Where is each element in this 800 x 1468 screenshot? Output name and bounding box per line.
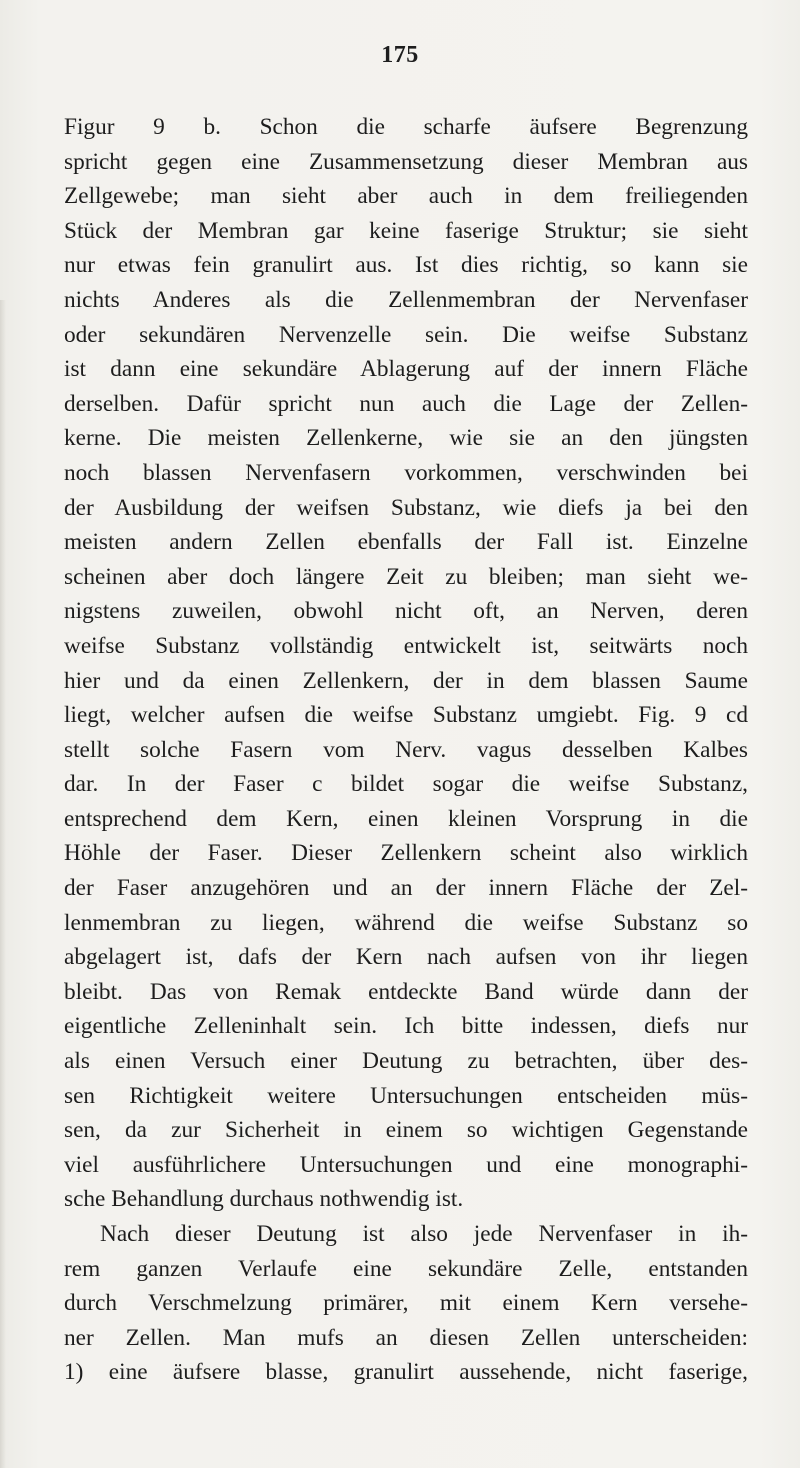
text-line: nichts Anderes als die Zellenmembran der Nervenfaser <box>64 286 748 313</box>
text-line: sen Richtigkeit weitere Untersuchungen entscheiden müs- <box>64 1082 748 1109</box>
page-edge-shadow <box>0 300 6 1468</box>
text-line: dar. In der Faser c bildet sogar die weifse Substanz, <box>64 771 748 798</box>
text-line: ist dann eine sekundäre Ablagerung auf der innern Fläche <box>64 356 748 383</box>
text-line: kerne. Die meisten Zellenkerne, wie sie an den jüngsten <box>64 425 748 452</box>
text-line: scheinen aber doch längere Zeit zu bleiben; man sieht we- <box>64 563 748 590</box>
text-line: abgelagert ist, dafs der Kern nach aufsen von ihr liegen <box>64 944 748 971</box>
text-line: spricht gegen eine Zusammensetzung dieser Membran aus <box>64 148 748 175</box>
text-line: entsprechend dem Kern, einen kleinen Vorsprung in die <box>64 805 748 832</box>
text-line: viel ausführlichere Untersuchungen und eine monographi- <box>64 1151 748 1178</box>
text-line: hier und da einen Zellenkern, der in dem blassen Saume <box>64 667 748 694</box>
text-line: eigentliche Zelleninhalt sein. Ich bitte indessen, diefs nur <box>64 1013 748 1040</box>
page-number: 175 <box>381 42 419 68</box>
text-line: oder sekundären Nervenzelle sein. Die weifse Substanz <box>64 321 748 348</box>
body-text <box>64 110 748 1390</box>
text-line: 1) eine äufsere blasse, granulirt aussehende, nicht faserige, <box>64 1359 748 1386</box>
text-line: der Faser anzugehören und an der innern Fläche der Zel- <box>64 875 748 902</box>
text-line: Höhle der Faser. Dieser Zellenkern scheint also wirklich <box>64 840 748 867</box>
text-line: Nach dieser Deutung ist also jede Nervenfaser in ih- <box>100 1221 748 1247</box>
text-line: lenmembran zu liegen, während die weifse Substanz so <box>64 909 748 936</box>
text-line: sen, da zur Sicherheit in einem so wichtigen Gegenstande <box>64 1117 748 1144</box>
text-line: sche Behandlung durchaus nothwendig ist. <box>64 1186 464 1213</box>
text-line: Stück der Membran gar keine faserige Struktur; sie sieht <box>64 217 748 244</box>
text-line: rem ganzen Verlaufe eine sekundäre Zelle, entstanden <box>64 1255 748 1282</box>
text-line: als einen Versuch einer Deutung zu betrachten, über des- <box>64 1048 748 1075</box>
text-line: meisten andern Zellen ebenfalls der Fall ist. Einzelne <box>64 529 748 556</box>
text-line: der Ausbildung der weifsen Substanz, wie diefs ja bei den <box>64 494 748 521</box>
text-line: durch Verschmelzung primärer, mit einem Kern versehe- <box>64 1290 748 1317</box>
text-line: Zellgewebe; man sieht aber auch in dem freiliegenden <box>64 183 748 210</box>
text-line: stellt solche Fasern vom Nerv. vagus desselben Kalbes <box>64 736 748 763</box>
text-line: ner Zellen. Man mufs an diesen Zellen unterscheiden: <box>64 1324 748 1351</box>
text-line: Figur 9 b. Schon die scharfe äufsere Begrenzung <box>64 114 748 140</box>
text-line: liegt, welcher aufsen die weifse Substanz umgiebt. Fig. 9 cd <box>64 702 748 729</box>
text-line: derselben. Dafür spricht nun auch die Lage der Zellen- <box>64 390 748 417</box>
text-line: nigstens zuweilen, obwohl nicht oft, an Nerven, deren <box>64 598 748 625</box>
text-line: weifse Substanz vollständig entwickelt ist, seitwärts noch <box>64 632 748 659</box>
text-line: bleibt. Das von Remak entdeckte Band würde dann der <box>64 978 748 1005</box>
text-line: nur etwas fein granulirt aus. Ist dies richtig, so kann sie <box>64 252 748 279</box>
text-line: noch blassen Nervenfasern vorkommen, verschwinden bei <box>64 459 748 486</box>
